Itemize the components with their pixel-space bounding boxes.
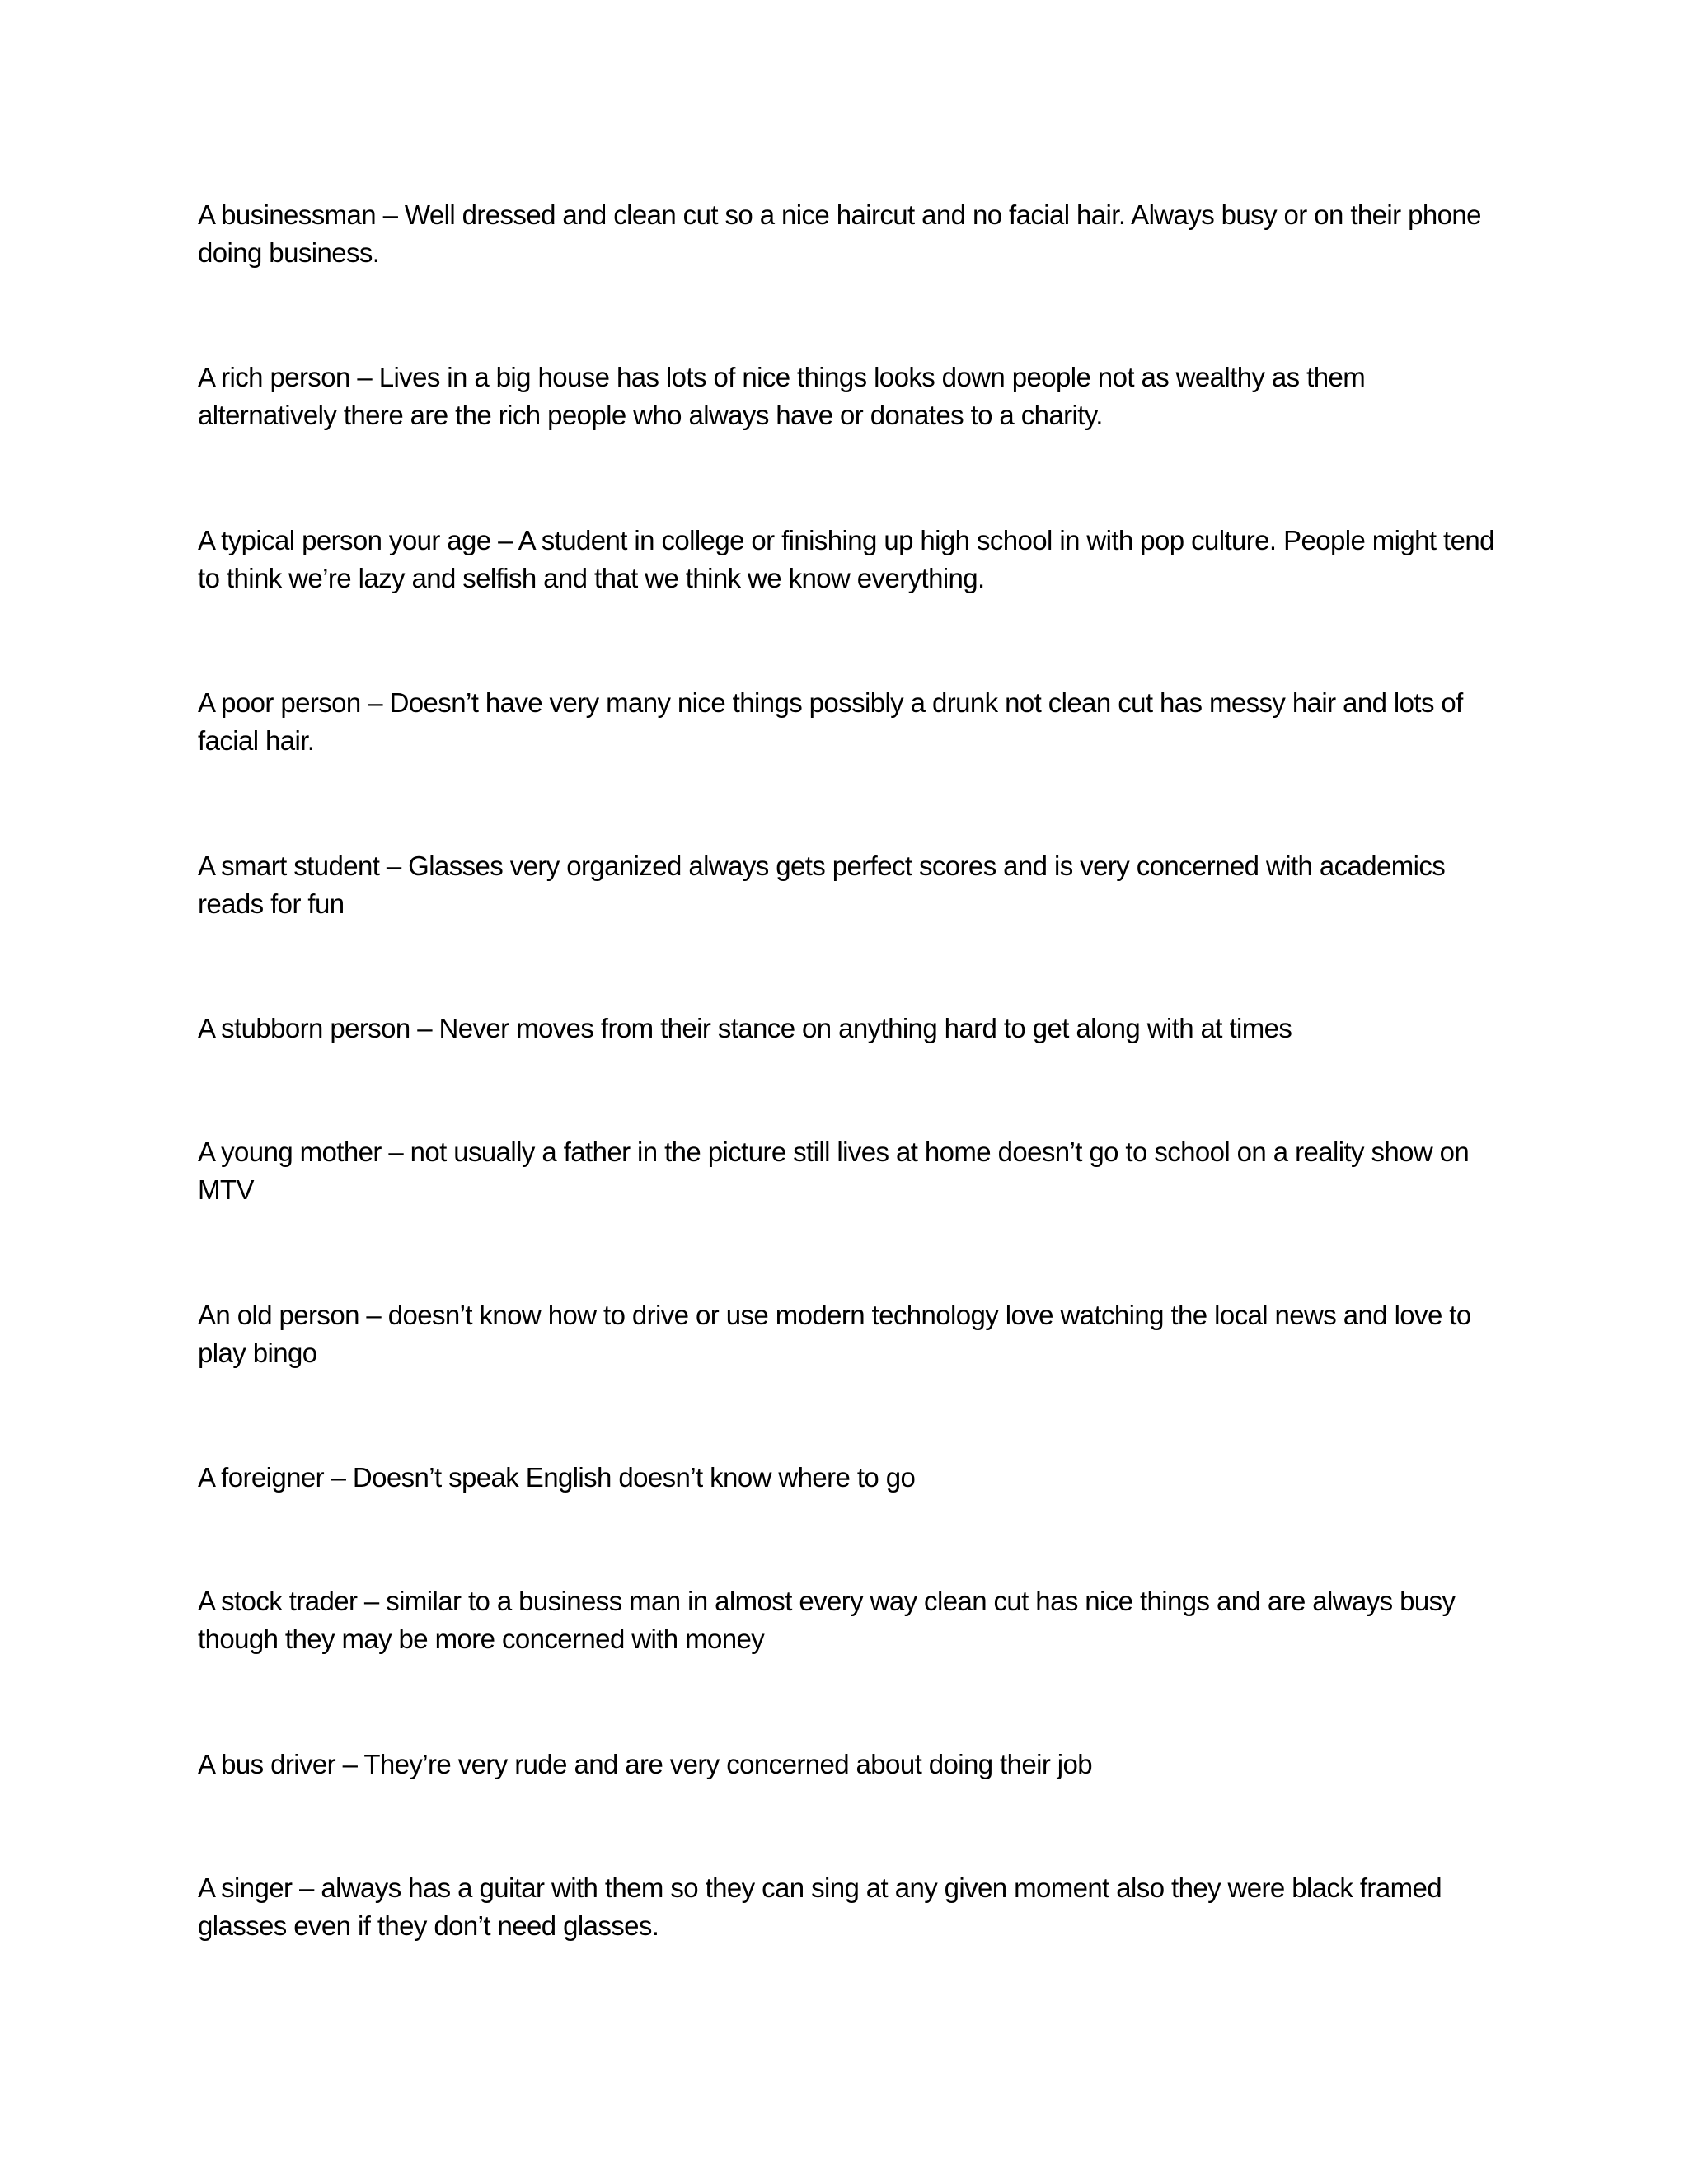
entry-typical-person: A typical person your age – A student in college or finishing up high school in with pop culture. People might tend to think we’re lazy and selfish and that we think we know everything. — [198, 525, 1494, 593]
entry-stock-trader: A stock trader – similar to a business man in almost every way clean cut has nice things and are always busy though they may be more concerned with money — [198, 1586, 1456, 1654]
entry-stubborn-person: A stubborn person – Never moves from their stance on anything hard to get along with at times — [198, 1013, 1292, 1043]
entry-young-mother: A young mother – not usually a father in the picture still lives at home doesn’t go to school on a reality show on MTV — [198, 1137, 1470, 1205]
entry-singer: A singer – always has a guitar with them so they can sing at any given moment also they were black framed glasses even if they don’t need glasses. — [198, 1872, 1442, 1941]
entry-bus-driver: A bus driver – They’re very rude and are very concerned about doing their job — [198, 1749, 1093, 1779]
entry-smart-student: A smart student – Glasses very organized always gets perfect scores and is very concerned with academics reads for fun — [198, 851, 1446, 919]
entry-rich-person: A rich person – Lives in a big house has lots of nice things looks down people not as wealthy as them alternatively there are the rich people who always have or donates to a charity. — [198, 362, 1366, 430]
entry-poor-person: A poor person – Doesn’t have very many nice things possibly a drunk not clean cut has messy hair and lots of facial hair. — [198, 687, 1463, 756]
entry-old-person: An old person – doesn’t know how to drive or use modern technology love watching the local news and love to play bingo — [198, 1300, 1471, 1368]
entry-foreigner: A foreigner – Doesn’t speak English doesn’t know where to go — [198, 1462, 916, 1493]
entry-businessman: A businessman – Well dressed and clean cut so a nice haircut and no facial hair. Always busy or on their phone doing business. — [198, 199, 1481, 268]
